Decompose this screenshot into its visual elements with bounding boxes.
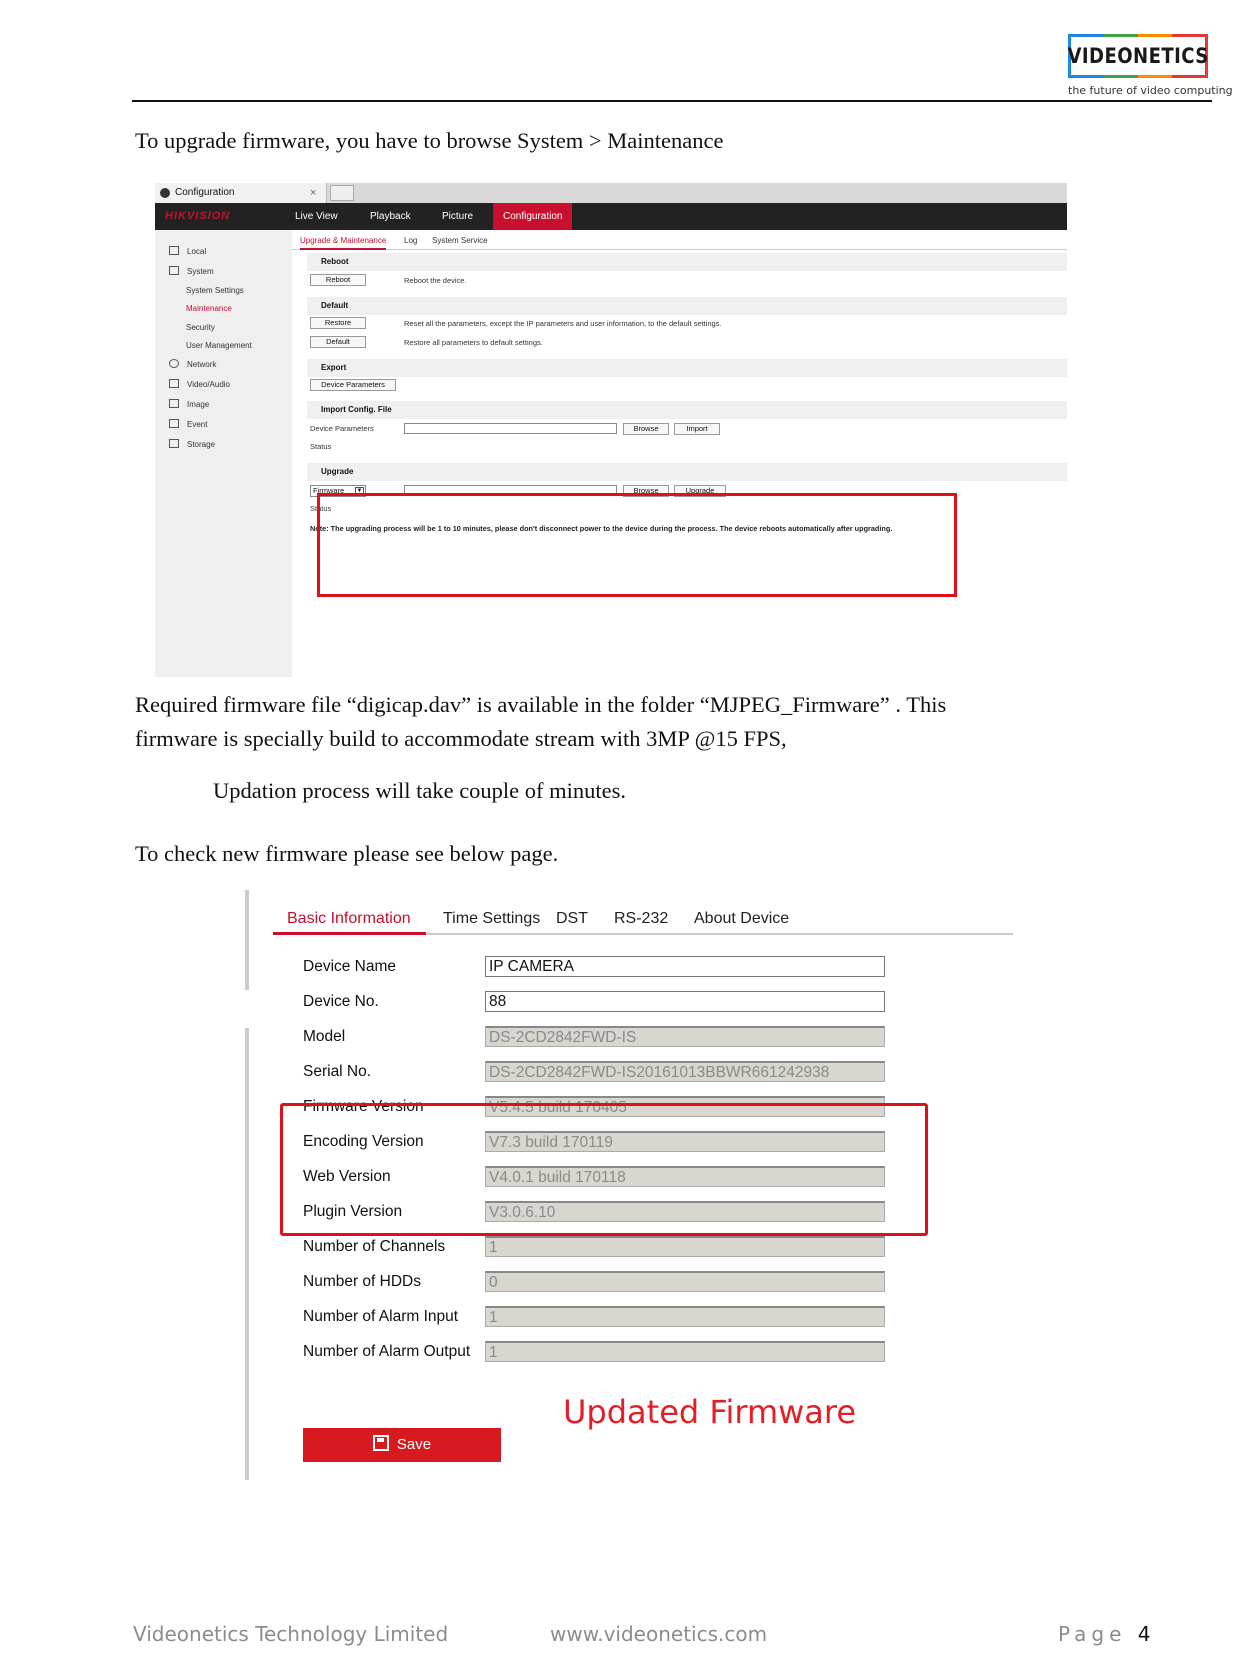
footer-page-number: 4 [1137,1622,1151,1646]
section-import: Import Config. File [307,401,1067,419]
upgrade-status-label: Status [310,504,332,513]
subtabs [292,230,1067,250]
serial-no-field: DS-2CD2842FWD-IS20161013BBWR661242938 [485,1061,885,1082]
sidebar-item-event[interactable]: Event [187,420,208,429]
updated-firmware-annotation: Updated Firmware [563,1393,857,1431]
paragraph-check-firmware: To check new firmware please see below page. [135,841,559,866]
monitor-icon [169,246,179,255]
sidebar-item-system[interactable]: System [187,267,214,276]
reboot-button[interactable]: Reboot [310,274,366,286]
number-of-alarm-input-field: 1 [485,1306,885,1327]
tab-system-service[interactable]: System Service [432,236,488,245]
maintenance-screenshot [155,183,1067,677]
browser-tab[interactable] [155,183,327,203]
paragraph-firmware-file-1: Required firmware file “digicap.dav” is available in the folder “MJPEG_Firmware” . This [135,692,947,717]
sidebar-item-video-audio[interactable]: Video/Audio [187,380,230,389]
main-content [292,230,1067,677]
firmware-version-label: Firmware Version [303,1098,424,1115]
paragraph-updation: Updation process will take couple of minutes. [213,778,627,803]
logo-box [1068,34,1208,78]
section-upgrade: Upgrade [307,463,1067,481]
number-of-channels-field: 1 [485,1236,885,1257]
plugin-version-label: Plugin Version [303,1203,403,1220]
device-no-label: Device No. [303,993,379,1010]
import-browse-button[interactable]: Browse [623,423,669,435]
tab-rs-232[interactable]: RS-232 [614,910,669,927]
device-name-label: Device Name [303,958,397,975]
tab-upgrade-maintenance[interactable]: Upgrade & Maintenance [300,236,386,250]
firmware-version-field: V5.4.5 build 170405 [485,1096,885,1117]
import-button[interactable]: Import [674,423,720,435]
nav-configuration[interactable]: Configuration [493,203,572,230]
upgrade-browse-button[interactable]: Browse [623,485,669,497]
logo-tagline: the future of video computing [1068,84,1233,97]
model-field: DS-2CD2842FWD-IS [485,1026,885,1047]
tab-basic-information[interactable]: Basic Information [287,910,411,927]
nav-live-view[interactable]: Live View [295,211,338,222]
plugin-version-field: V3.0.6.10 [485,1201,885,1222]
import-status-label: Status [310,442,332,451]
device-no-field[interactable]: 88 [485,991,885,1012]
number-of-alarm-input-label: Number of Alarm Input [303,1308,459,1325]
close-icon[interactable]: × [310,187,317,199]
nav-picture[interactable]: Picture [442,211,474,222]
sidebar-item-system-settings[interactable]: System Settings [186,286,244,295]
sidebar [155,230,292,677]
encoding-version-label: Encoding Version [303,1133,424,1150]
browser-favicon-icon [160,188,170,198]
upgrade-highlight-box [317,493,957,597]
save-icon [373,1435,389,1451]
section-reboot: Reboot [307,253,1067,271]
nav-playback[interactable]: Playback [370,211,411,222]
number-of-channels-label: Number of Channels [303,1238,446,1255]
device-parameters-label: Device Parameters [310,424,374,433]
paragraph-firmware-file-2: firmware is specially build to accommodate stream with 3MP @15 FPS, [135,726,787,751]
footer-company: Videonetics Technology Limited [133,1622,449,1646]
sidebar-item-security[interactable]: Security [186,323,215,332]
reboot-description: Reboot the device. [404,276,467,285]
left-border-lower [245,1028,249,1480]
videonetics-logo [1067,34,1233,97]
footer-website: www.videonetics.com [550,1622,768,1646]
basic-information-screenshot [245,890,1020,1480]
header-rule [132,100,1212,102]
logo-text: VIDEONETICS [1067,44,1209,68]
save-button[interactable] [303,1428,501,1462]
sidebar-item-network[interactable]: Network [187,360,217,369]
number-of-alarm-output-field: 1 [485,1341,885,1362]
new-tab-button[interactable] [330,185,354,201]
import-file-input[interactable] [404,423,617,434]
model-label: Model [303,1028,346,1045]
serial-no-label: Serial No. [303,1063,372,1080]
section-export: Export [307,359,1067,377]
image-icon [169,399,179,408]
info-tabs [273,890,1013,935]
network-icon [169,359,179,368]
device-parameters-button[interactable]: Device Parameters [310,379,396,391]
system-icon [169,266,179,275]
tab-about-device[interactable]: About Device [694,910,790,927]
browser-titlebar [155,183,1067,203]
save-label: Save [396,1436,432,1453]
footer-page-label: Page [1058,1622,1127,1646]
chevron-down-icon: ▼ [356,488,363,494]
upgrade-button[interactable]: Upgrade [674,485,726,497]
browser-tab-title: Configuration [175,187,235,198]
number-of-hdds-field: 0 [485,1271,885,1292]
device-name-field[interactable]: IP CAMERA [485,956,885,977]
number-of-alarm-output-label: Number of Alarm Output [303,1343,471,1360]
restore-button[interactable]: Restore [310,317,366,329]
sidebar-item-image[interactable]: Image [187,400,210,409]
encoding-version-field: V7.3 build 170119 [485,1131,885,1152]
default-description: Restore all parameters to default settings. [404,338,543,347]
tab-log[interactable]: Log [404,236,418,245]
active-tab-indicator [273,932,426,935]
sidebar-item-storage[interactable]: Storage [187,440,216,449]
section-default: Default [307,297,1067,315]
sidebar-item-user-management[interactable]: User Management [186,341,252,350]
number-of-hdds-label: Number of HDDs [303,1273,421,1290]
tab-time-settings[interactable]: Time Settings [443,910,541,927]
upgrade-note: Note: The upgrading process will be 1 to 10 minutes, please don't disconnect power to the device during the process. The device reboots automatically after upgrading. [310,524,893,533]
video-audio-icon [169,379,179,388]
version-highlight-box [280,1103,928,1236]
default-button[interactable]: Default [310,336,366,348]
web-version-field: V4.0.1 build 170118 [485,1166,885,1187]
sidebar-item-local[interactable]: Local [187,247,207,256]
upgrade-type-value: Firmware [313,486,345,495]
top-nav [155,203,1067,230]
footer-page [1058,1622,1151,1646]
paragraph-intro: To upgrade firmware, you have to browse System > Maintenance [135,128,724,153]
web-version-label: Web Version [303,1168,391,1185]
brand-logo: HIKVISION [165,210,231,222]
left-border [245,890,249,990]
sidebar-item-maintenance[interactable]: Maintenance [186,304,232,313]
event-icon [169,419,179,428]
tab-dst[interactable]: DST [556,910,588,927]
restore-description: Reset all the parameters, except the IP parameters and user information, to the default settings. [404,319,722,328]
storage-icon [169,439,179,448]
